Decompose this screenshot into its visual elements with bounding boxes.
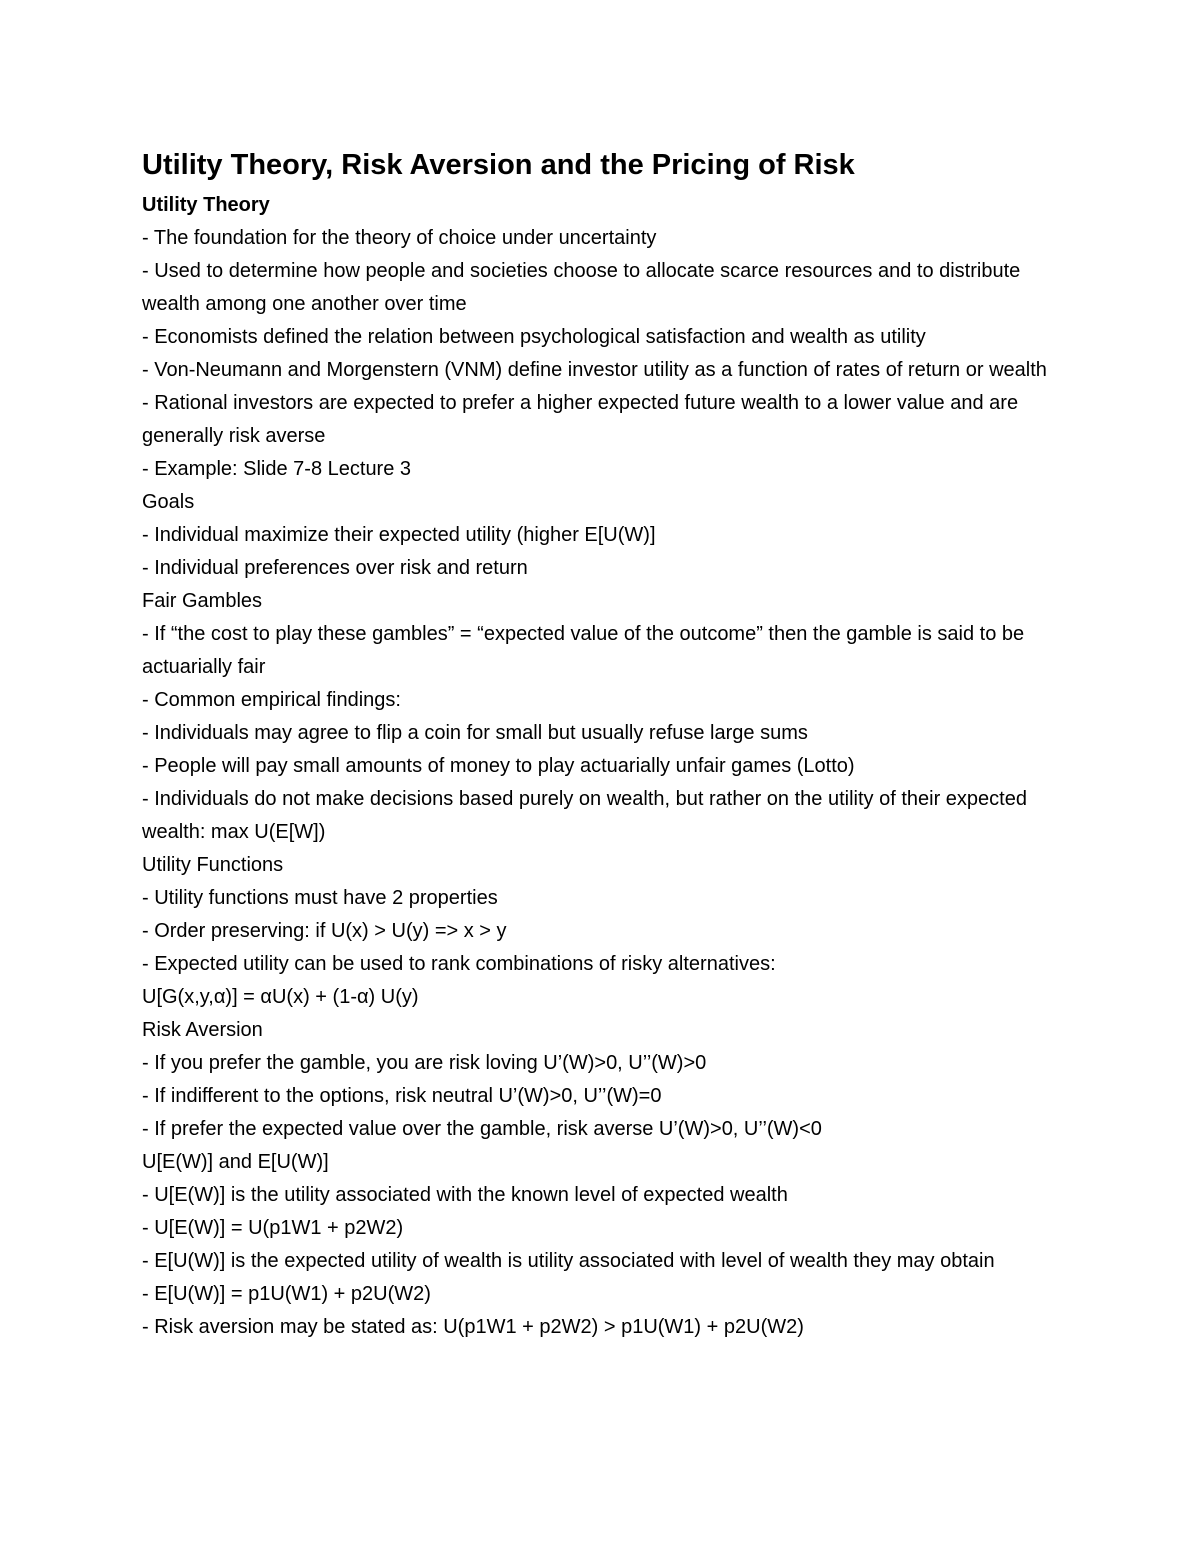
bullet-line: - If you prefer the gamble, you are risk loving U’(W)>0, U’’(W)>0 [142,1052,707,1074]
document-body [142,189,1072,1344]
bullet-line: - Von-Neumann and Morgenstern (VNM) define investor utility as a function of rates of return or wealth [142,359,1047,381]
bullet-line: - Individuals may agree to flip a coin for small but usually refuse large sums [142,722,808,744]
bullet-line: - If “the cost to play these gambles” = “expected value of the outcome” then the gamble is said to be actuarially fair [142,623,1025,678]
bullet-line: - If prefer the expected value over the gamble, risk averse U’(W)>0, U’’(W)<0 [142,1118,822,1140]
bullet-line: - Individual maximize their expected utility (higher E[U(W)] [142,524,656,546]
bullet-line: - Example: Slide 7-8 Lecture 3 [142,458,412,480]
section-heading: Utility Theory [142,194,270,216]
bullet-line: - E[U(W)] is the expected utility of wealth is utility associated with level of wealth they may obtain [142,1250,995,1272]
bullet-line: - Individual preferences over risk and return [142,557,528,579]
bullet-line: - U[E(W)] is the utility associated with the known level of expected wealth [142,1184,788,1206]
bullet-line: - Rational investors are expected to prefer a higher expected future wealth to a lower value and are generally risk averse [142,392,1019,447]
section-heading: U[E(W)] and E[U(W)] [142,1151,329,1173]
section-heading: Risk Aversion [142,1019,263,1041]
bullet-line: - Common empirical findings: [142,689,401,711]
section-heading: Utility Functions [142,854,284,876]
bullet-line: - If indifferent to the options, risk neutral U’(W)>0, U’’(W)=0 [142,1085,662,1107]
bullet-line: - Used to determine how people and societies choose to allocate scarce resources and to distribute wealth among one another over time [142,260,1021,315]
bullet-line: - U[E(W)] = U(p1W1 + p2W2) [142,1217,404,1239]
bullet-line: - The foundation for the theory of choice under uncertainty [142,227,657,249]
bullet-line: - Economists defined the relation between psychological satisfaction and wealth as utility [142,326,926,348]
section-heading: Goals [142,491,195,513]
bullet-line: - People will pay small amounts of money to play actuarially unfair games (Lotto) [142,755,855,777]
formula-line: U[G(x,y,α)] = αU(x) + (1-α) U(y) [142,986,419,1008]
section-heading: Fair Gambles [142,590,263,612]
document-title: Utility Theory, Risk Aversion and the Pricing of Risk [142,149,855,181]
bullet-line: - Risk aversion may be stated as: U(p1W1 + p2W2) > p1U(W1) + p2U(W2) [142,1316,804,1338]
bullet-line: - Utility functions must have 2 properties [142,887,498,909]
bullet-line: - Expected utility can be used to rank combinations of risky alternatives: [142,953,776,975]
bullet-line: - Individuals do not make decisions based purely on wealth, but rather on the utility of their expected wealth: max U(E[W]) [142,788,1027,843]
document-page [142,145,1072,1344]
bullet-line: - Order preserving: if U(x) > U(y) => x > y [142,920,507,942]
bullet-line: - E[U(W)] = p1U(W1) + p2U(W2) [142,1283,431,1305]
